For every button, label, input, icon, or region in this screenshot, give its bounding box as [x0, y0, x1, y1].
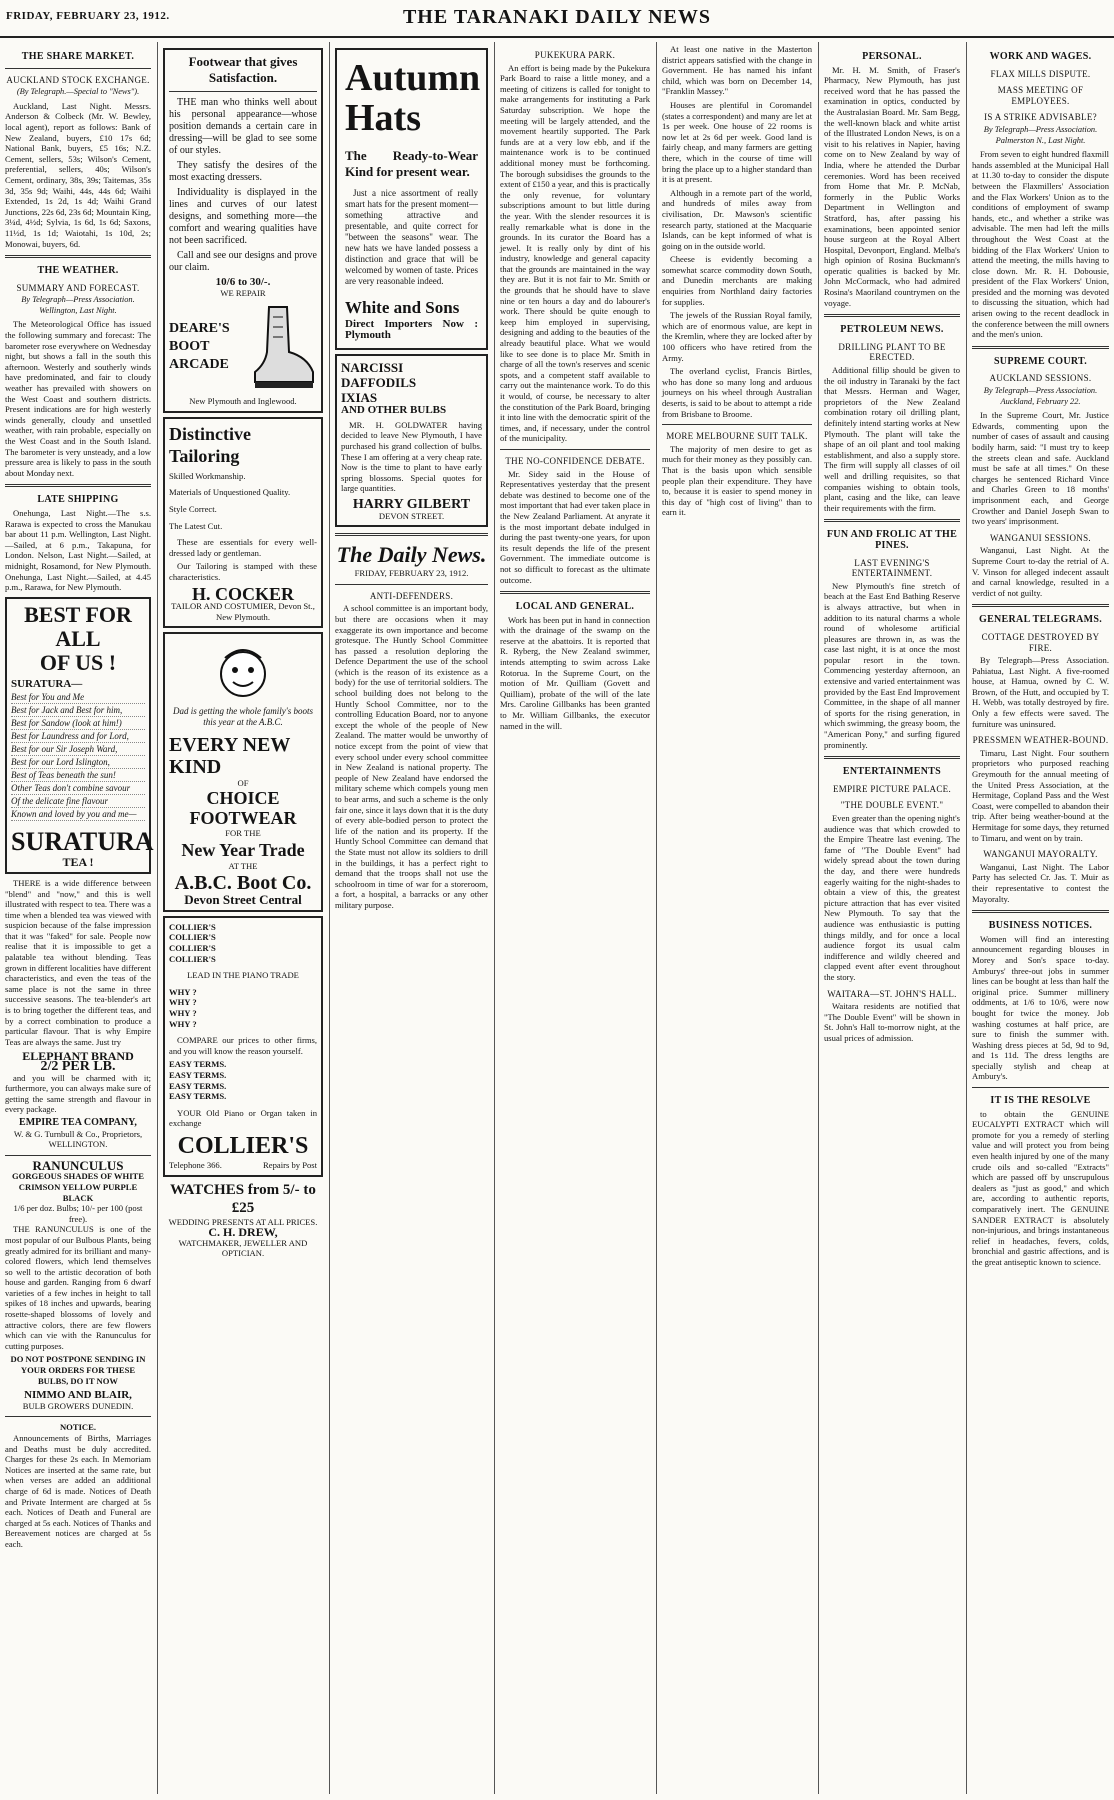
- flax-byline: By Telegraph—Press Association. Palmerston N., Last Night.: [983, 124, 1098, 145]
- deare-advert: [163, 48, 323, 413]
- tailor-heading-2: Tailoring: [169, 445, 240, 466]
- petroleum-heading: PETROLEUM NEWS.: [840, 324, 944, 336]
- personal-heading: PERSONAL.: [862, 51, 922, 62]
- tailor-line: Skilled Workmanship.: [169, 470, 246, 481]
- abc-boot-advert: [163, 632, 323, 912]
- deare-name: DEARE'S: [169, 321, 230, 337]
- colliers-line: COLLIER'S: [169, 953, 216, 964]
- boot-illustration: [247, 302, 317, 392]
- park-copy: An effort is being made by the Pukekura Park Board to raise a little money, and a meeting of citizens is called for tonight to make arrangements for instituting a Park Saturday subscription. We hope the meeting will be largely attended, and the movement heartily supported. The Park funds are at a very low ebb, and if the maintenance work is to be continued additional money must be forthcoming. The borough subsidises the grounds to the extent of £150 a year, and this is practically the only revenue, for voluntary subscriptions amount to but little during the year. With the slender resources it is really remarkable what is done in the grounds. In its curator the Board has a jewel. It is really only by dint of his industry, knowledge and general capacity that the grounds are maintained in the way they are. But it is not fair to Mr. Smith or the grounds that he should have to slave nine or ten hours a day and do labourer's work. There should be quite enough to keep him employed in supervising, designing and adding to the beauties of the already beautiful place. What we would like to see done is to place Mr. Smith in charge of all the town's reserves and scenic spots, and a competent staff available to carry out the maintenance work. To do this it would, of course, be necessary to alter the constitution of the Park Board, bringing it into line with the democratic spirit of the times, and, if necessary, under the control of the municipality.: [500, 62, 650, 444]
- ranunculus-copy: THE RANUNCULUS is one of the most popular of our Bulbous Plants, being greatly admired for its brilliant and many-colored flowers, which lend themselves so well to the artistic decoration of both house and garden. Ranging from 6 dwarf varieties of a few inches in height to tall spikes of 18 inches and upwards, bearing rosette-shaped blossoms of lovely and attractive colors, there are few flowers which can vie with the Ranunculus for cutting purposes.: [5, 1224, 151, 1351]
- cocker-address: TAILOR AND COSTUMIER, Devon St., New Plymouth.: [171, 601, 315, 622]
- easy-terms-line: EASY TERMS.: [169, 1080, 227, 1091]
- notice-heading: NOTICE.: [59, 1422, 97, 1433]
- column-4: [495, 44, 655, 1794]
- divider: [335, 584, 488, 585]
- divider: [824, 314, 960, 317]
- waitara-heading: WAITARA—ST. JOHN'S HALL.: [827, 988, 957, 999]
- pressmen-copy: Timaru, Last Night. Four southern proprietors who purposed reaching Greymouth for the annual meeting of the United Press Association, at the Hermitage, Copland Pass and the West Coast, were compelled to abandon their trip. After being weather-bound at the Hermitage for some days, they returned to Timaru, and went on by train.: [972, 747, 1109, 843]
- abc-location: Devon Street Central: [184, 892, 302, 908]
- kind: KIND: [169, 755, 222, 778]
- nimmo-blair-sub: BULB GROWERS DUNEDIN.: [22, 1400, 134, 1411]
- every-new: EVERY NEW: [169, 733, 291, 756]
- divider: [972, 604, 1109, 607]
- park-heading: PUKEKURA PARK.: [534, 50, 616, 60]
- piano-trade: LEAD IN THE PIANO TRADE: [187, 970, 299, 981]
- gilbert-address: DEVON STREET.: [378, 510, 445, 521]
- best-for-all-heading: BEST FOR ALL: [24, 601, 132, 651]
- easy-terms-line: EASY TERMS.: [169, 1070, 227, 1080]
- ranunculus-colours: GORGEOUS SHADES OF WHITE CRIMSON YELLOW PURPLE BLACK: [11, 1171, 145, 1203]
- repair-label: WE REPAIR: [220, 287, 266, 298]
- of-us-heading: OF US !: [39, 649, 117, 675]
- suratura-line: Other Teas don't combine savour: [11, 782, 145, 795]
- suratura-copy: THERE is a wide difference between "blend" and "now," and this is well illustrated with respect to tea. There was a time when a blended tea was viewed with suspicion because of the false impression that it was "faked" for sale. People now realise that it is impossible to get a palatable tea without blending. Teas grown in different localities have different characteristics, and even the teas of the same place is not the same in three successive seasons. The tea-blender's art is to bring together the different teas, and by a correct combination to produce a particular flavour. That is why Empire Teas are always the same. Just try: [5, 877, 151, 1047]
- share-byline: (By Telegraph.—Special to "News").: [16, 87, 140, 97]
- colliers-advert: [163, 916, 323, 1177]
- easy-terms-line: EASY TERMS.: [169, 1091, 227, 1102]
- colliers-line: COLLIER'S: [169, 943, 216, 954]
- tailor-copy: These are essentials for every well-dressed lady or gentleman.: [169, 537, 317, 558]
- share-report: Auckland, Last Night. Messrs. Anderson & Colbeck (Mr. W. Bewley, local agent), report as follows: Bank of New Zealand, buyers, £10 17s 6d; National Bank, buyers, £5 16s; N.Z. Cement, sellers, 53s; Wilson's Cement, preferential, sellers, 40s; Wilson's Cement, ordinary, 38s, 39s; Taitemas, 35s 3d, 35s 9d; Waihi, 44s, 44s 6d; Waihi Extended, 1s 2d, 1s 4d; Waihi Grand Junctions, 22s 6d, 23s 6d; Mountain King, 3¼d, 4½d; Sylvia, 1s 6d, 1s 6d; Saxons, 11½d, 1s 1d; Waiotahi, 1s 10d, 2s; Monowai, buyers, 6d.: [5, 100, 151, 249]
- column-6: [819, 44, 965, 1794]
- divider: [5, 255, 151, 258]
- suratura-line: Best of Teas beneath the sun!: [11, 769, 145, 782]
- auckland-byline: By Telegraph—Press Association. Auckland, February 22.: [983, 386, 1098, 406]
- ready-to-wear: The Ready-to-Wear Kind for present wear.: [345, 148, 478, 179]
- new-year-trade: New Year Trade: [181, 839, 305, 860]
- shipping-report: Onehunga, Last Night.—The s.s. Rarawa is expected to cross the Manukau bar about 11 p.m. Wellington, Last Night.—Sailed, at 6 p.m., Takapuna, for London. Nelson, Last Night.—Sailed, at midnight, Rosamond, for New Plymouth. Onehunga, Last Night.—Sailed, at 4.45 p.m., Rarawa, for New Plymouth.: [5, 507, 151, 593]
- mass-meeting-heading: MASS MEETING OF EMPLOYEES.: [997, 85, 1084, 106]
- empire-palace-copy: Even greater than the opening night's audience was that which crowded to the Empire Theatre last evening. The fame of "The Double Event" had widely spread about the town during the day, and there were hundreds eagerly waiting for the night-shades to obtain a view of this, the greatest picture attraction that has ever visited New Plymouth. To say that the audience was enthusiastic is putting things mildly, and for once a local audience forgot its usual calm indifference and wildly cheered and clapped event after event throughout the story.: [824, 813, 960, 982]
- divider: [335, 533, 488, 536]
- weather-report: The Meteorological Office has issued the following summary and forecast: The barometer rose everywhere on Wednesday night, but shows a fall in the south this afternoon. Westerly and southerly winds have predominated, and fair to cloudy weather has prevailed with showers on the West Coast and southern districts. Present indications are for high westerly winds generally, cloudy and unsettled weather, with rain probable, especially on the West Coast and in the South Island. The barometer is very unsteady, and a low pressure area is likely to pass in the south about Monday next.: [5, 319, 151, 478]
- auckland-copy: In the Supreme Court, Mr. Justice Edwards, commenting upon the number of cases of assault and causing bodily harm, said: "I must try to keep the streets clean and safe. Auckland must be safe at all times." On these charges he sentenced Richard Vince and Charles Green to 18 months' imprisonment each, and George Crowther and Daniel Joseph Swan to two years' imprisonment.: [972, 410, 1109, 527]
- drilling-heading: DRILLING PLANT TO BE ERECTED.: [838, 341, 946, 363]
- bulb-line: NARCISSI: [341, 360, 404, 376]
- column-2: [158, 44, 328, 1794]
- footwear-copy: THE man who thinks well about his personal appearance—whose position demands a certain care in dressing—will be glad to see some of our styles.: [169, 97, 317, 156]
- suratura-label: SURATURA—: [11, 677, 83, 690]
- resolve-heading: IT IS THE RESOLVE: [990, 1095, 1091, 1107]
- elephant-copy: and you will be charmed with it; furthermore, you can always make sure of getting the same strength and flavour in every package.: [5, 1072, 151, 1115]
- drew-sub: WATCHMAKER, JEWELLER AND OPTICIAN.: [178, 1237, 308, 1259]
- suratura-line: Best for Jack and Best for him,: [11, 704, 145, 717]
- colliers-line: COLLIER'S: [169, 932, 216, 943]
- notice-copy: Announcements of Births, Marriages and Deaths must be duly accredited. Charges for these 2s each. In Memoriam Notices are inserted at the same rate, but when verses are added an additional charge of 6d is made. Notices of Death and Private Interment are charged at 5s each. Notices of Death and Funeral are charged at 5s each. Notices of Thanks and Bereavement notices are charged at 5s each.: [5, 1433, 151, 1549]
- footwear-copy: Call and see our designs and prove our claim.: [169, 250, 317, 273]
- suratura-line: Of the delicate fine flavour: [11, 795, 145, 808]
- no-confidence-copy: Mr. Sidey said in the House of Representatives yesterday that the present debate was destined to become one of the most important that had ever taken place in the New Zealand Parliament. At anyrate it is the most important debate indulged in during the past twenty-one years, for upon its result depends the life of the present Government. The immediate outcome is not so difficult to forecast as the ultimate outcome.: [500, 468, 650, 585]
- editorial-date: FRIDAY, FEBRUARY 23, 1912.: [354, 568, 469, 579]
- divider: [972, 910, 1109, 913]
- suratura-line: Best for Sandow (look at him!): [11, 717, 145, 730]
- weather-byline: By Telegraph—Press Association. Wellington, Last Night.: [21, 295, 135, 315]
- wanganui-sessions-heading: WANGANUI SESSIONS.: [990, 532, 1091, 543]
- nimmo-blair: NIMMO AND BLAIR,: [24, 1389, 132, 1402]
- hats: Hats: [345, 97, 421, 139]
- at-the: AT THE: [228, 860, 258, 871]
- colliers-line: COLLIER'S: [169, 921, 216, 932]
- column-1: [0, 44, 156, 1794]
- bulb-line: IXIAS: [341, 390, 378, 406]
- shipping-heading: LATE SHIPPING: [37, 494, 119, 506]
- empire-palace-heading: EMPIRE PICTURE PALACE.: [832, 783, 952, 794]
- gilbert-advert: [335, 354, 488, 527]
- column-3: [330, 44, 493, 1794]
- general-telegrams-heading: GENERAL TELEGRAMS.: [978, 614, 1103, 626]
- business-notices-heading: BUSINESS NOTICES.: [988, 920, 1093, 932]
- suit-talk-copy: The majority of men desire to get as much for their money as they possibly can. That is the basis upon which sensible people plan their expenditure. They have to, because it is easier to spend money in this day of "high cost of living" than to earn it.: [662, 443, 812, 518]
- bulb-line: DAFFODILS: [341, 375, 417, 391]
- news-paragraph: Cheese is evidently becoming a somewhat scarce commodity down South, and Dunedin merchants are making enquiries from Northland dairy factories for supplies.: [662, 254, 812, 307]
- no-confidence-heading: THE NO-CONFIDENCE DEBATE.: [505, 455, 645, 466]
- watches: WATCHES from 5/- to £25: [170, 1181, 316, 1216]
- work-wages-heading: WORK AND WAGES.: [989, 51, 1092, 62]
- resolve-copy: to obtain the GENUINE EUCALYPTI EXTRACT which will promote for you a remedy of sterling value and will protect you from being even health injured by one of the many crude oils and so-called "Extracts" which are passed off by unscrupulous dealers as "just as good," and which are, according to authentic reports, comparatively inert. The GENUINE SANDER EXTRACT is absolutely non-injurious, and brings instantaneous relief in headaches, fevers, colds, bronchial and gastric affections, and is the great antiseptic known to science.: [972, 1108, 1109, 1267]
- entertainments-heading: ENTERTAINMENTS: [842, 766, 942, 778]
- cottage-fire-copy: By Telegraph—Press Association. Pahiatua, Last Night. A five-roomed house, at Hamua, owned by C. W. Brown, of the Hutt, and occupied by T. H. Webb, was totally destroyed by fire. Only a few effects were saved. The furniture was uninsured.: [972, 655, 1109, 729]
- weather-heading: THE WEATHER.: [37, 265, 119, 277]
- wedding-presents: WEDDING PRESENTS AT ALL PRICES.: [168, 1216, 318, 1227]
- news-paragraph: At least one native in the Masterton district appears satisfied with the change in Government. He has named his infant child, which was born on December 14, "Franklin Massey.": [662, 44, 812, 97]
- elephant-price: 2/2 PER LB.: [40, 1059, 116, 1074]
- colliers-brand: COLLIER'S: [177, 1132, 309, 1159]
- elephant-brand: ELEPHANT BRAND: [22, 1049, 134, 1064]
- why-line: WHY ?: [169, 1018, 197, 1029]
- local-general-copy: Work has been put in hand in connection with the drainage of the swamp on the reserve at the abattoirs. It is reported that R. Ryberg, the New Zealand swimmer, intends attempting to swim across Lake Rotorua. In the Supreme Court, on the motion of Mr. Quilliam (Govett and Quilliam), probate of the will of the late Mrs. Caroline Gillbanks has been granted to Mr. William Gillbanks, the executor named in the will.: [500, 614, 650, 731]
- pressmen-heading: PRESSMEN WEATHER-BOUND.: [972, 735, 1109, 746]
- suratura-line: Best for our Sir Joseph Ward,: [11, 743, 145, 756]
- mayoralty-copy: Wanganui, Last Night. The Labor Party has selected Cr. Jas. T. Muir as their representative to contest the Mayoralty.: [972, 861, 1109, 904]
- white-sons-advert: [335, 48, 488, 350]
- easy-terms-line: EASY TERMS.: [169, 1059, 227, 1070]
- auckland-sessions-heading: AUCKLAND SESSIONS.: [989, 373, 1092, 384]
- deare-location: New Plymouth and Inglewood.: [189, 396, 297, 407]
- telephone: Telephone 366.: [169, 1159, 222, 1170]
- news-paragraph: Although in a remote part of the world, and hundreds of miles away from civilisation, Dr. Mawson's scientific research party, stationed at the Macquarie Islands, can be kept informed of what is going on in the outside world.: [662, 187, 812, 251]
- waitara-copy: Waitara residents are notified that "The Double Event" will be shown in St. John's Hall to-morrow night, at the usual prices of admission.: [824, 1001, 960, 1043]
- anti-defenders-copy: A school committee is an important body, but there are occasions when it may exaggerate its own importance and become grotesque. The Huntly School Committee has passed a resolution deploring the Defence Department the use of the school (which is the reason of its existence as a body) for the use of territorial soldiers. The school building does not belong to the Huntly School Committee, nor to the controlling Education Board, nor to anyone except the whole of the people of New Zealand. The matter would be unworthy of notice except from the point of view that every school under every school committee in New Zealand is national property. The people of New Zealand have endorsed the military scheme which compels young men to bear arms, and such a scheme is the only fair one, since it lays down that it is the duty of every able-bodied person to protect the life of the nation and its property. If the Huntly School Committee can demand that the State must not allow its soldiers to drill in the buildings, it has a perfect right to demand that the troops shall not use the schoolroom in time of war for a storeroom, a fort, a hospital, a barracks or any other military purpose.: [335, 603, 488, 910]
- masthead-date: FRIDAY, FEBRUARY 23, 1912.: [6, 10, 170, 22]
- daily-news-nameplate: The Daily News.: [336, 542, 487, 568]
- weather-subheading: SUMMARY AND FORECAST.: [16, 282, 140, 293]
- suratura-tea: TEA !: [62, 855, 94, 870]
- divider: [5, 484, 151, 487]
- drew-name: C. H. DREW,: [208, 1225, 278, 1240]
- suratura-advert: [5, 597, 154, 874]
- child-face-illustration: [213, 642, 273, 702]
- tailor-line: Materials of Unquestioned Quality.: [169, 487, 291, 498]
- divider: [5, 1155, 151, 1156]
- harry-gilbert: HARRY GILBERT: [352, 496, 471, 512]
- empire-tea-company: EMPIRE TEA COMPANY,: [19, 1116, 137, 1128]
- why-line: WHY ?: [169, 997, 197, 1008]
- suratura-line: Known and loved by you and me—: [11, 808, 145, 821]
- masthead: [0, 0, 1114, 38]
- news-paragraph: The jewels of the Russian Royal family, which are of enormous value, are kept in the Kremlin, where they are locked after by 100 officers who have retired from the Army.: [662, 310, 812, 363]
- hats-copy: Just a nice assortment of really smart hats for the present moment—something attractive and presentable, and quite correct for "between the seasons" wear. The new hats we have landed possess a distinction and grace that will be welcomed by women of taste. Prices are very reasonable indeed.: [345, 188, 478, 286]
- divider: [972, 1087, 1109, 1088]
- business-notices-copy: Women will find an interesting announcement regarding blouses in Morey and Son's space to-day. Amburys' three-out jobs in summer lines can be bought at less than half the original price. Summer millinery oddments, at 1/6 to 10/6, were now bought for twice the money. Job washing costumes at half price, are sure to finish the summer with. Washing dress pieces at 5d, 9d to 9d, and 1s 11d. The dress lengths are specially stylish and cheap at Ambury's.: [972, 933, 1109, 1082]
- divider: [500, 449, 650, 450]
- tailor-copy: Our Tailoring is stamped with these characteristics.: [169, 561, 317, 582]
- why-line: WHY ?: [169, 986, 197, 997]
- bulbs-copy: MR. H. GOLDWATER having decided to leave New Plymouth, I have purchased his grand collection of bulbs. These I am offering at a very cheap rate. Now is the time to plant to have early spring blossoms. Special quotes for large quantities.: [341, 419, 482, 494]
- suratura-line: Best for our Lord Islington,: [11, 756, 145, 769]
- cocker-advert: [163, 417, 323, 629]
- double-event-heading: "THE DOUBLE EVENT.": [840, 800, 944, 811]
- local-general-heading: LOCAL AND GENERAL.: [515, 601, 635, 613]
- column-5: [657, 44, 817, 1794]
- of-label: OF: [237, 777, 249, 788]
- divider: [824, 756, 960, 759]
- tailor-heading-1: Distinctive: [169, 423, 251, 444]
- divider: [500, 591, 650, 594]
- footwear-copy: Individuality is displayed in the lines and curves of our latest designs, and something more—the comfort and wearing qualities have not been sacrificed.: [169, 187, 317, 246]
- tailor-line: Style Correct.: [169, 503, 217, 514]
- column-7: [967, 44, 1114, 1794]
- compare-copy: COMPARE our prices to other firms, and you will know the reason yourself.: [169, 1035, 317, 1056]
- repairs-by-post: Repairs by Post: [263, 1159, 317, 1170]
- exchange-copy: YOUR Old Piano or Organ taken in exchange: [169, 1107, 317, 1129]
- divider: [5, 68, 151, 69]
- choice: CHOICE: [206, 788, 280, 809]
- dad-caption: Dad is getting the whole family's boots this year at the A.B.C.: [173, 706, 313, 727]
- footwear-price: 10/6 to 30/-.: [215, 276, 271, 288]
- suratura-line: Best for Laundress and for Lord,: [11, 730, 145, 743]
- strike-heading: IS A STRIKE ADVISABLE?: [984, 112, 1097, 123]
- mayoralty-heading: WANGANUI MAYORALTY.: [983, 849, 1098, 860]
- supreme-court-heading: SUPREME COURT.: [993, 355, 1088, 367]
- why-line: WHY ?: [169, 1008, 197, 1019]
- drilling-copy: Additional fillip should be given to the oil industry in Taranaki by the fact that Messrs. Herman and Wager, proprietors of the New Zealand combination rotary oil drilling plant, definitely intend starting works at New Plymouth. The plant will take the shape of an oil plant and tool making establishment, and also a supply store. The firm will supply all classes of oil well and drilling requisites, so that companies wishing to obtain tools, plant, casing and the like, can leave their requirements with the firm.: [824, 365, 960, 513]
- suratura-brand: SURATURA: [11, 827, 154, 857]
- news-paragraph: Houses are plentiful in Coromandel (states a correspondent) and many are let at 1s per week. One house of 22 rooms is now let at 2s 6d per week. Good land is fairly cheap, and many farmers are getting there, which in the course of time will bring the place up to a higher standard than it is at present.: [662, 99, 812, 185]
- flax-copy: From seven to eight hundred flaxmill hands assembled at the Municipal Hall at 11.30 to-day to consider the dispute between the Flaxmillers' Association and the Flax Workers' Union as to the conditions of employment of swamp hands, etc., and whether a strike was advisable. The men had left the mills throughout the West Coast at the bidding of the Flax Workers' Union to attend the meeting, the mills having to close down. Mr. R. H. Dobousie, president of the Flax Workers' Union, presided and the morning was devoted to discussing the situation, which had arisen owing to the recent deadlock in the conference between the mill owners and the men's union.: [972, 149, 1109, 340]
- white-sons-sub: Direct Importers Now : Plymouth: [345, 318, 478, 341]
- cottage-fire-heading: COTTAGE DESTROYED BY FIRE.: [981, 631, 1100, 653]
- footwear-copy: They satisfy the desires of the most exacting dressers.: [169, 160, 317, 183]
- fun-frolic-copy: New Plymouth's fine stretch of beach at the East End Bathing Reserve is always attractive, but when in addition to its natural charms a whole round of wholesome artificial pleasures are thrown in, as was the case last night, it is at once the most popular resort in the town. Commencing yesterday afternoon, an extensive and varied entertainment was provided by the East End Improvement Committee, in the shape of all manner of sports for the rising generation, in which swimming, the greasy boom, the "American Pony," and surfing figured prominently.: [824, 580, 960, 750]
- footwear-heading: Footwear that gives Satisfaction.: [188, 54, 298, 85]
- footwear: FOOTWEAR: [189, 808, 297, 829]
- divider: [972, 346, 1109, 349]
- stock-exchange-heading: AUCKLAND STOCK EXCHANGE.: [6, 74, 150, 85]
- fun-frolic-sub: LAST EVENING'S ENTERTAINMENT.: [851, 557, 933, 579]
- personal-copy: Mr. H. M. Smith, of Fraser's Pharmacy, New Plymouth, has just received word that he has passed the examination in optics, conducted by the Australasian Board. Mr. Sam Begg, the well-known black and white artist of the Illustrated London News, is on a visit to his relatives in Napier, having come on to New Zealand by way of India, where he attended the Durbar ceremonies. Word has been received from Home that Mr. P. McNab, formerly in the Public Works Department in Wellington and Stratford, has, after passing his examinations, been appointed senior house surgeon at the Royal Albert Hospital, Devonport, England. Melba's high opinion of Rosina Buckmann's operatic qualities is backed by Mr. John McCormack, who had admired Rosina's Maoriland countrymen on the voyage.: [824, 64, 960, 308]
- order-now: DO NOT POSTPONE SENDING IN YOUR ORDERS FOR THESE BULBS, DO IT NOW: [10, 1354, 146, 1386]
- ranunculus-heading: RANUNCULUS: [32, 1157, 124, 1173]
- for-the: FOR THE: [225, 828, 261, 839]
- tailor-line: The Latest Cut.: [169, 520, 223, 531]
- divider: [824, 519, 960, 522]
- abc-boot-co: A.B.C. Boot Co.: [174, 872, 312, 895]
- deare-boot: BOOT: [169, 339, 210, 355]
- deare-arcade: ARCADE: [169, 357, 229, 373]
- ranunculus-price: 1/6 per doz. Bulbs; 10/- per 100 (post free).: [13, 1203, 143, 1224]
- fun-frolic-heading: FUN AND FROLIC AT THE PINES.: [826, 529, 958, 551]
- autumn: Autumn: [345, 57, 481, 99]
- empire-proprietors: W. & G. Turnbull & Co., Proprietors, WELLINGTON.: [13, 1128, 143, 1150]
- suratura-line: Best for You and Me: [11, 691, 145, 704]
- white-sons: White and Sons: [345, 298, 460, 317]
- share-market-heading: THE SHARE MARKET.: [21, 51, 135, 62]
- anti-defenders-heading: ANTI-DEFENDERS.: [369, 590, 454, 601]
- masthead-title: THE TARANAKI DAILY NEWS: [402, 6, 712, 28]
- cocker-name: H. COCKER: [191, 583, 294, 604]
- suit-talk-heading: MORE MELBOURNE SUIT TALK.: [666, 431, 808, 442]
- wanganui-copy: Wanganui, Last Night. At the Supreme Court to-day the retrial of A. V. Vinson for alleged indecent assault and carnal knowledge, resulted in a verdict of not guilty.: [972, 545, 1109, 598]
- news-paragraph: The overland cyclist, Francis Birtles, who has done so many long and arduous journeys on his wheel through Australian deserts, is said to be about to attempt a ride from Brisbane to Broome.: [662, 366, 812, 419]
- divider: [5, 1416, 151, 1417]
- divider: [169, 91, 317, 92]
- flax-dispute-heading: FLAX MILLS DISPUTE.: [990, 68, 1091, 79]
- other-bulbs: AND OTHER BULBS: [341, 404, 447, 417]
- divider: [662, 424, 812, 425]
